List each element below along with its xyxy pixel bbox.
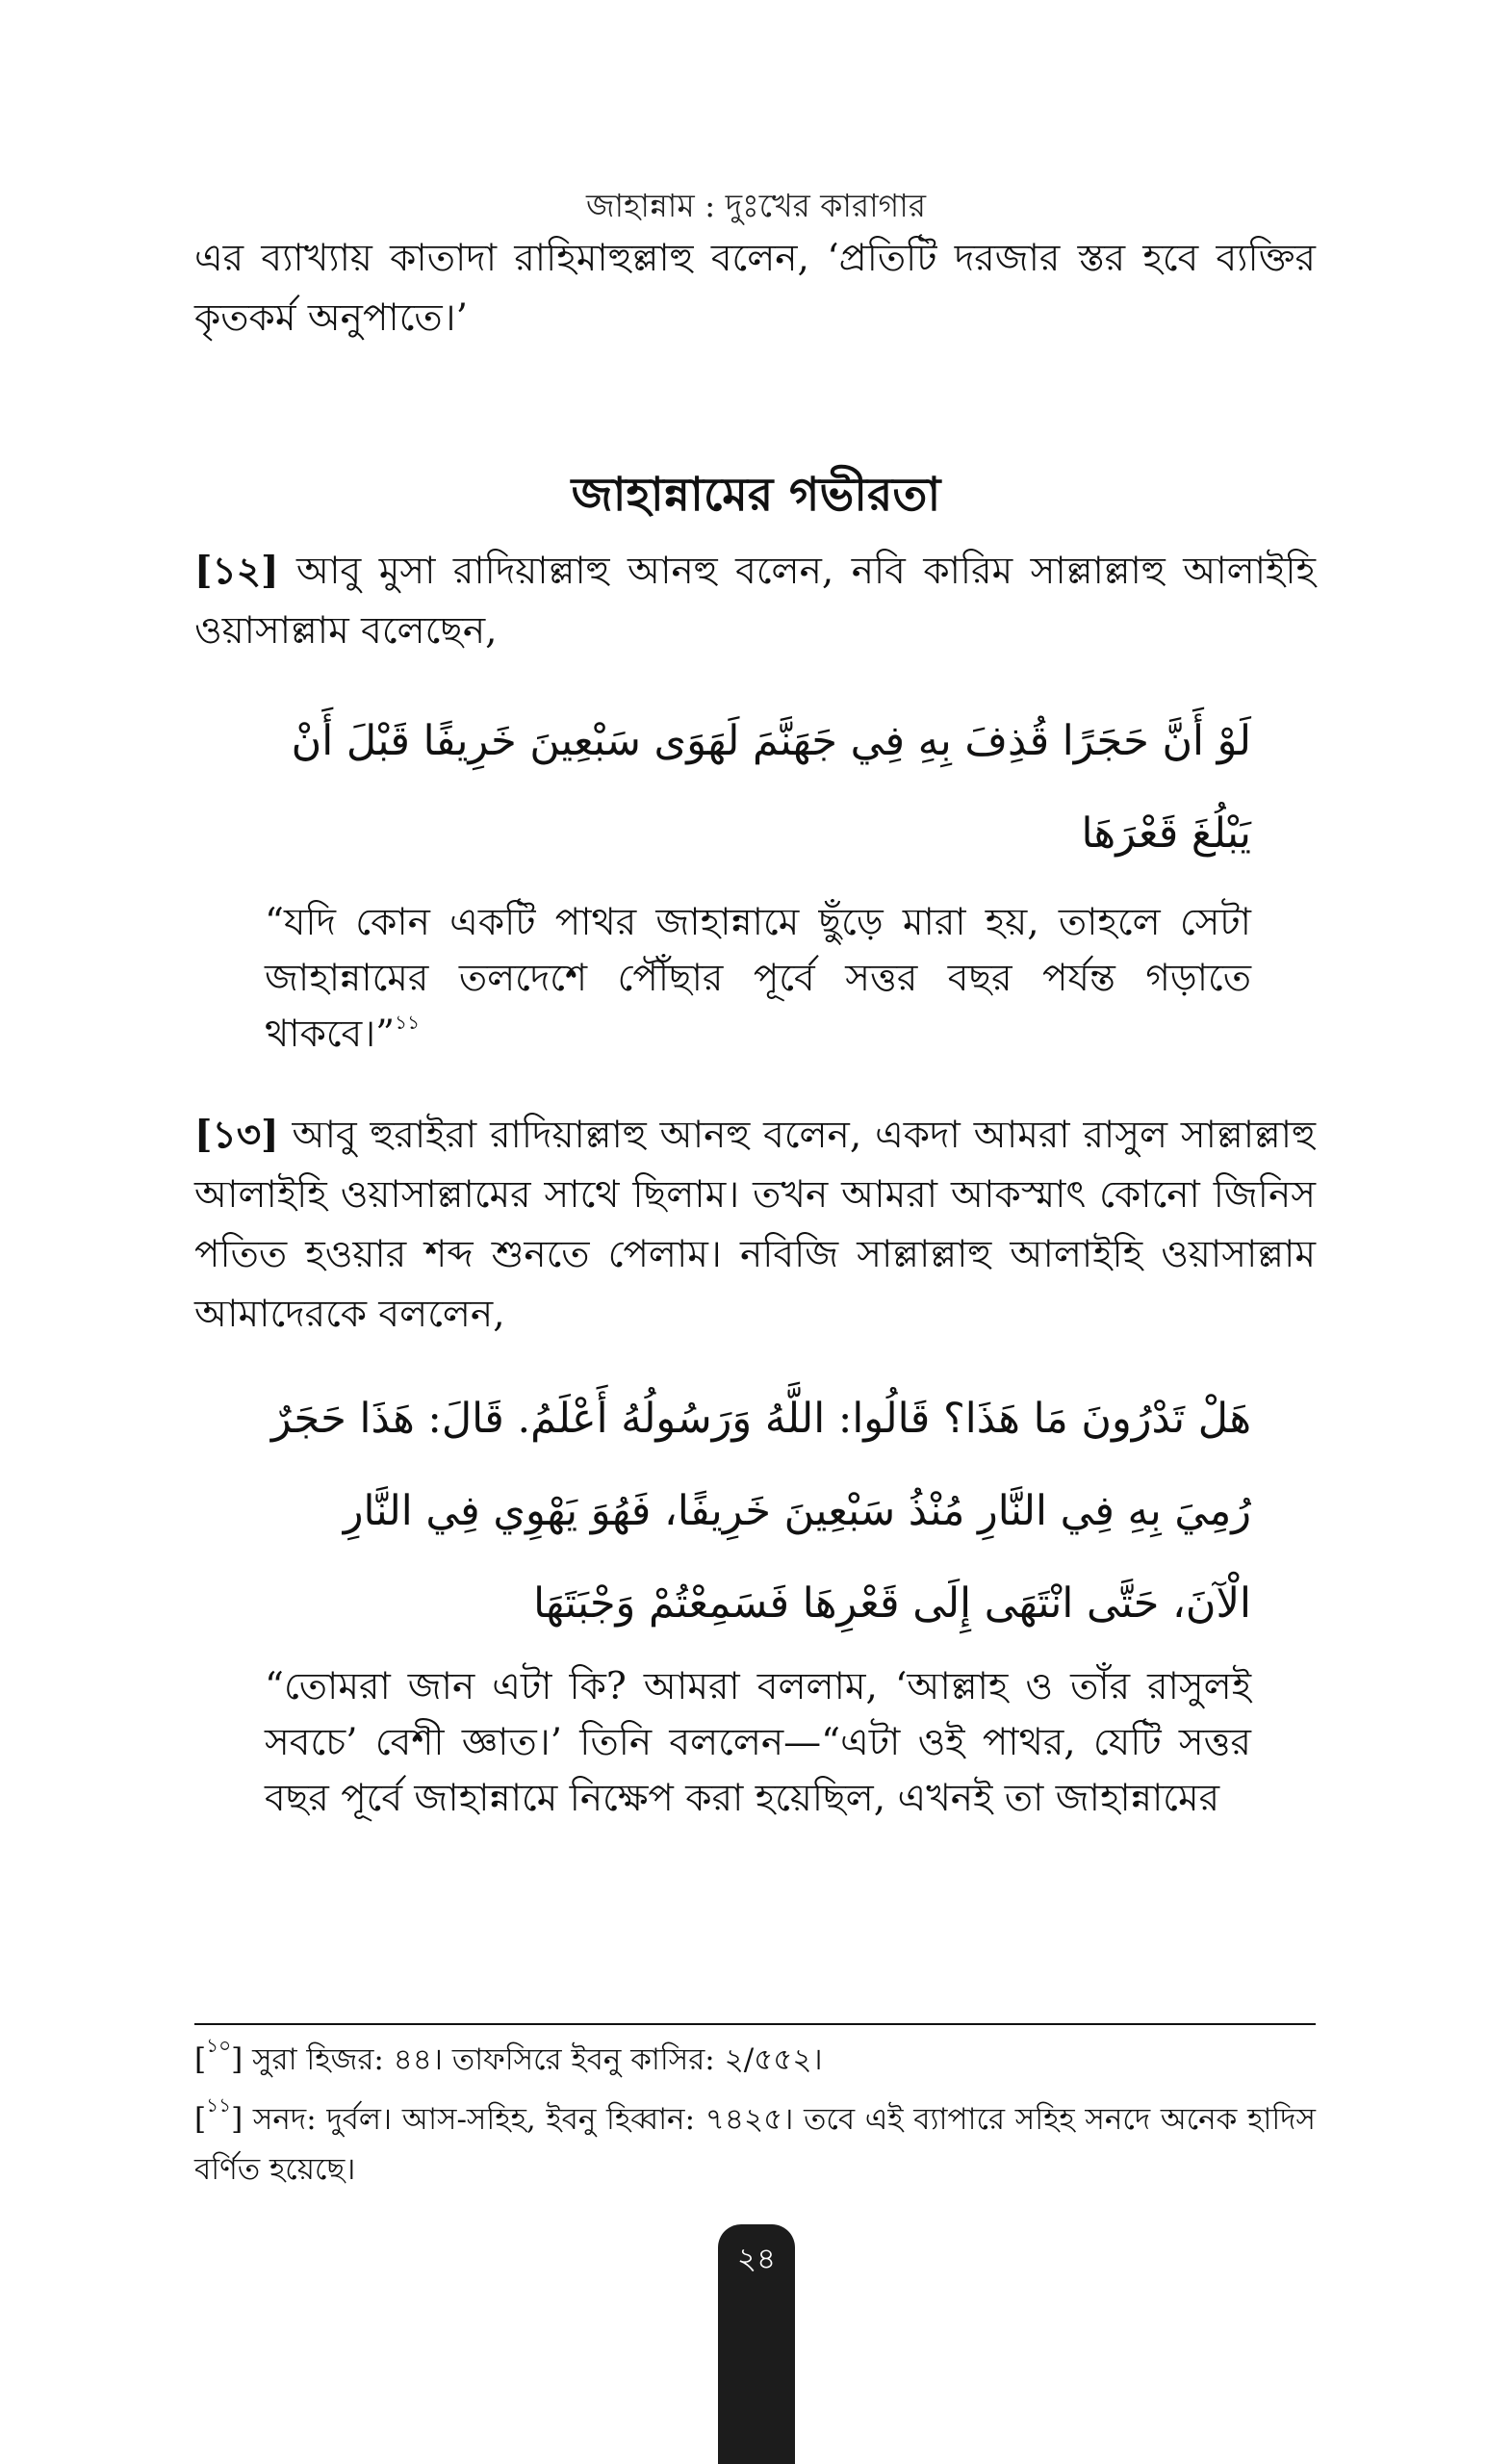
section-heading: জাহান্নামের গভীরতা bbox=[571, 468, 941, 522]
hadith-12-paragraph bbox=[194, 541, 1316, 661]
arabic-text: لَوْ أَنَّ حَجَرًا قُذِفَ بِهِ فِي جَهَنَّمَ لَهَوَى سَبْعِينَ خَرِيفًا قَبْلَ أَنْ يَبْلُغَ قَعْرَهَا bbox=[291, 717, 1251, 858]
footnote bbox=[194, 2094, 1316, 2194]
running-header: জাহান্নাম : দুঃখের কারাগার bbox=[585, 187, 927, 224]
translation-text: “যদি কোন একটি পাথর জাহান্নামে ছুঁড়ে মারা হয়, তাহলে সেটা জাহান্নামের তলদেশে পৌঁছার পূর্বে সত্তর বছর পর্যন্ত গড়াতে থাকবে।” bbox=[265, 901, 1251, 1056]
hadith-number: [১৩] bbox=[194, 1113, 279, 1157]
footnote-bracket: [ bbox=[194, 2102, 207, 2137]
footnote bbox=[194, 2035, 1316, 2085]
page-number: ২৪ bbox=[736, 2242, 777, 2276]
footnote-divider bbox=[194, 2023, 1316, 2025]
page-number-tab bbox=[718, 2224, 795, 2464]
footnote-text: সনদ: দুর্বল। আস-সহিহ, ইবনু হিব্বান: ৭৪২৫। তবে এই ব্যাপারে সহিহ সনদে অনেক হাদিস বর্ণিত হয়েছে। bbox=[194, 2102, 1316, 2187]
hadith-intro: আবু মুসা রাদিয়াল্লাহু আনহু বলেন, নবি কারিম সাল্লাল্লাহু আলাইহি ওয়াসাল্লাম বলেছেন, bbox=[194, 550, 1316, 653]
footnote-bracket: [ bbox=[194, 2042, 207, 2077]
footnote-bracket: ] bbox=[231, 2042, 243, 2077]
hadith-intro: আবু হুরাইরা রাদিয়াল্লাহু আনহু বলেন, একদা আমরা রাসুল সাল্লাল্লাহু আলাইহি ওয়াসাল্লামের সাথে ছিলাম। তখন আমরা আকস্মাৎ কোনো জিনিস পতিত হওয়ার শব্দ শুনতে পেলাম। নবিজি সাল্লাল্লাহু আলাইহি ওয়াসাল্লাম আমাদেরকে বললেন, bbox=[194, 1114, 1316, 1336]
translation-quote bbox=[265, 895, 1251, 1063]
footnote-mark: ১১ bbox=[206, 2093, 232, 2117]
translation-quote: “তোমরা জান এটা কি? আমরা বললাম, ‘আল্লাহ ও তাঁর রাসুলই সবচে’ বেশী জ্ঞাত।’ তিনি বললেন—“এটা ওই পাথর, যেটি সত্তর বছর পূর্বে জাহান্নামে নিক্ষেপ করা হয়েছিল, এখনই তা জাহান্নামের bbox=[265, 1665, 1251, 1820]
hadith-13-paragraph bbox=[194, 1105, 1316, 1345]
hadith-number: [১২] bbox=[194, 549, 279, 593]
footnote-mark: ১০ bbox=[206, 2034, 232, 2057]
intro-paragraph: এর ব্যাখ্যায় কাতাদা রাহিমাহুল্লাহু বলেন, ‘প্রতিটি দরজার স্তর হবে ব্যক্তির কৃতকর্ম অনুপাতে।’ bbox=[194, 237, 1316, 340]
footnote-reference[interactable]: ১১ bbox=[395, 1011, 421, 1034]
footnote-text: সুরা হিজর: ৪৪। তাফসিরে ইবনু কাসির: ২/৫৫২। bbox=[252, 2042, 823, 2077]
arabic-text: هَلْ تَدْرُونَ مَا هَذَا؟ قَالُوا: اللَّهُ وَرَسُولُهُ أَعْلَمُ. قَالَ: هَذَا حَجَرٌ رُمِيَ بِهِ فِي النَّارِ مُنْذُ سَبْعِينَ خَرِيفًا، فَهُوَ يَهْوِي فِي النَّارِ الْآنَ، حَتَّى انْتَهَى إِلَى قَعْرِهَا فَسَمِعْتُمْ وَجْبَتَهَا bbox=[270, 1395, 1251, 1628]
footnote-bracket: ] bbox=[231, 2102, 243, 2137]
